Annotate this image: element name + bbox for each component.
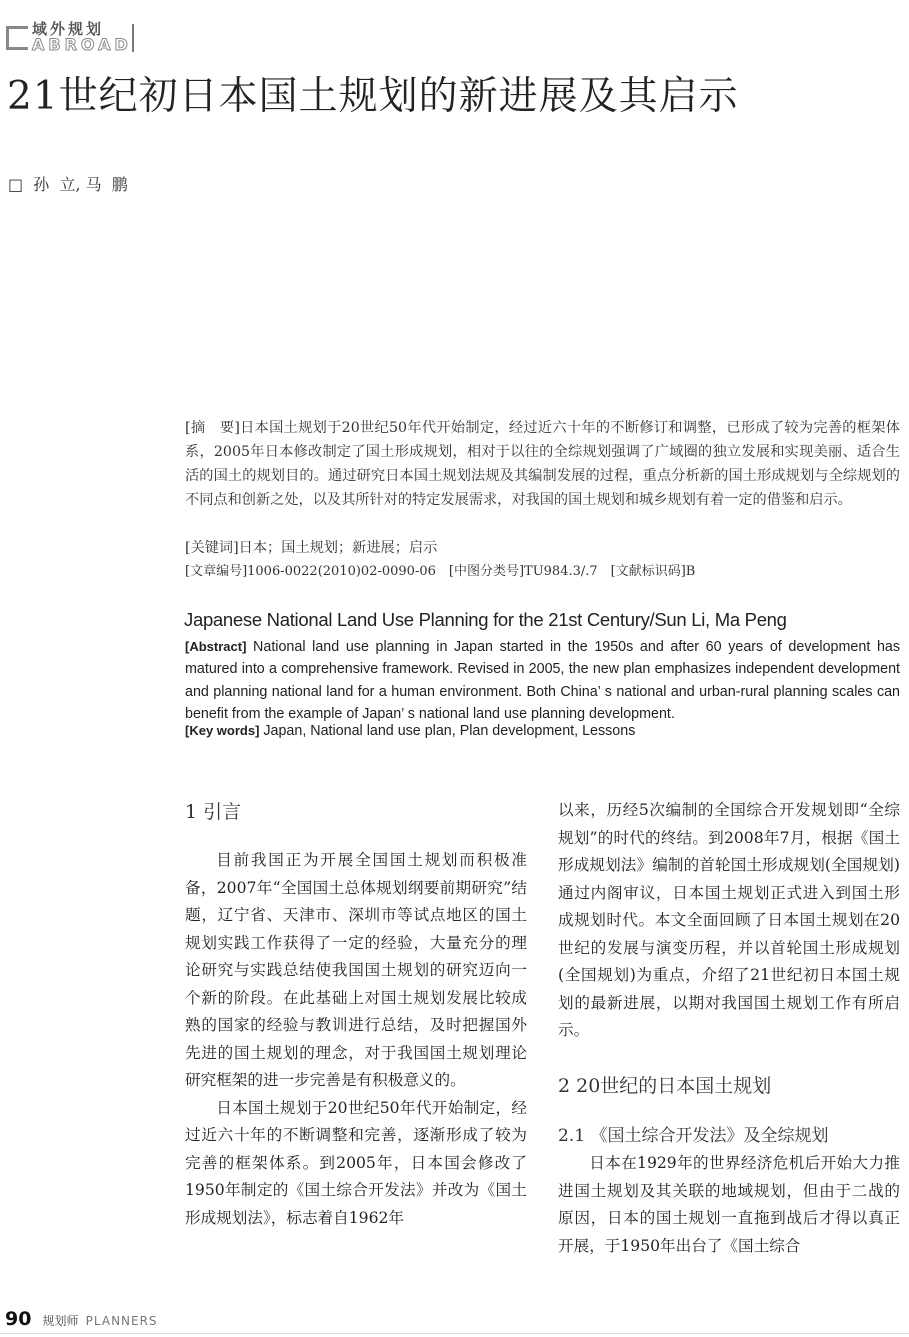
- keywords-cn: [关键词]日本；国土规划；新进展；启示: [185, 540, 438, 556]
- article-title: 21世纪初日本国土规划的新进展及其启示: [7, 74, 739, 119]
- body-column-right-bottom: [558, 1150, 900, 1260]
- body-column-left: [185, 847, 527, 1232]
- english-abstract: [185, 636, 900, 725]
- abstract-tag: [Abstract]: [185, 639, 247, 654]
- logo-bracket-mark: [6, 26, 28, 50]
- abstract-cn: [摘 要]日本国土规划于20世纪50年代开始制定，经过近六十年的不断修订和调整，已形成了较为完善的框架体系，2005年日本修改制定了国土形成规划，相对于以往的全综规划强调了广域圈的独立发展和实现美丽、适合生活的国土的规划目的。通过研究日本国土规划法规及其编制发展的过程，重点分析新的国土形成规划与全综规划的不同点和创新之处，以及其所针对的特定发展需求，对我国的国土规划和城乡规划有着一定的借鉴和启示。: [185, 420, 900, 508]
- keywords-tag: [Key words]: [185, 723, 260, 738]
- section-2-1-heading: 2.1 《国土综合开发法》及全综规划: [558, 1126, 829, 1146]
- paragraph: 日本在1929年的世界经济危机后开始大力推进国土规划及其关联的地域规划，但由于二战的原因，日本的国土规划一直拖到战后才得以真正开展，于1950年出台了《国土综合: [558, 1154, 900, 1255]
- english-keywords: [185, 723, 635, 739]
- journal-name-cn: 规划师: [42, 1314, 79, 1328]
- paragraph: 日本国土规划于20世纪50年代开始制定，经过近六十年的不断调整和完善，逐渐形成了较为完善的框架体系。到2005年，日本国会修改了1950年制定的《国土综合开发法》并改为《国土形成规划法》，标志着自1962年: [185, 1098, 527, 1227]
- paragraph: 目前我国正为开展全国国土规划而积极准备，2007年“全国国土总体规划纲要前期研究”结题，辽宁省、天津市、深圳市等试点地区的国土规划实践工作获得了一定的经验，大量充分的理论研究与实践总结使我国国土规划的研究迈向一个新的阶段。在此基础上对国土规划发展比较成熟的国家的经验与教训进行总结，及时把握国外先进的国土规划的理念，对于我国国土规划理论研究框架的进一步完善是有积极意义的。: [185, 851, 527, 1089]
- section-2-heading: 2 20世纪的日本国土规划: [558, 1075, 772, 1097]
- authors: □ 孙 立, 马 鹏: [8, 175, 128, 194]
- paragraph-continued: 以来，历经5次编制的全国综合开发规划即“全综规划”的时代的终结。到2008年7月，根据《国土形成规划法》编制的首轮国土形成规划(全国规划)通过内阁审议，日本国土规划正式进入到国土形成规划时代。本文全面回顾了日本国土规划在20世纪的发展与演变历程，并以首轮国土形成规划(全国规划)为重点，介绍了21世纪初日本国土规划的最新进展，以期对我国国土规划工作有所启示。: [558, 801, 900, 1039]
- section-label-en: ABROAD: [32, 35, 132, 54]
- footer-divider: [0, 1333, 909, 1334]
- page-footer: [5, 1308, 158, 1334]
- logo-divider: [132, 24, 134, 52]
- page-number: 90: [5, 1308, 32, 1330]
- section-1-heading: 1 引言: [185, 801, 242, 823]
- english-title: Japanese National Land Use Planning for the 21st Century/Sun Li, Ma Peng: [184, 609, 787, 630]
- section-label-cn: 域外规划: [32, 20, 105, 38]
- journal-name-en: PLANNERS: [85, 1314, 158, 1328]
- article-meta-cn: [文章编号]1006-0022(2010)02-0090-06 [中图分类号]TU984.3/.7 [文献标识码]B: [185, 564, 696, 579]
- abstract-text: National land use planning in Japan started in the 1950s and after 60 years of development has matured into a comprehensive framework. Revised in 2005, the new plan emphasizes independent development and planning national land for a human environment. Both China’ s national and urban-rural planning scales can benefit from the example of Japan’ s national land use planning development.: [185, 639, 900, 722]
- keywords-text: Japan, National land use plan, Plan development, Lessons: [259, 723, 636, 739]
- section-logo: [6, 18, 136, 56]
- body-column-right-top: [558, 797, 900, 1045]
